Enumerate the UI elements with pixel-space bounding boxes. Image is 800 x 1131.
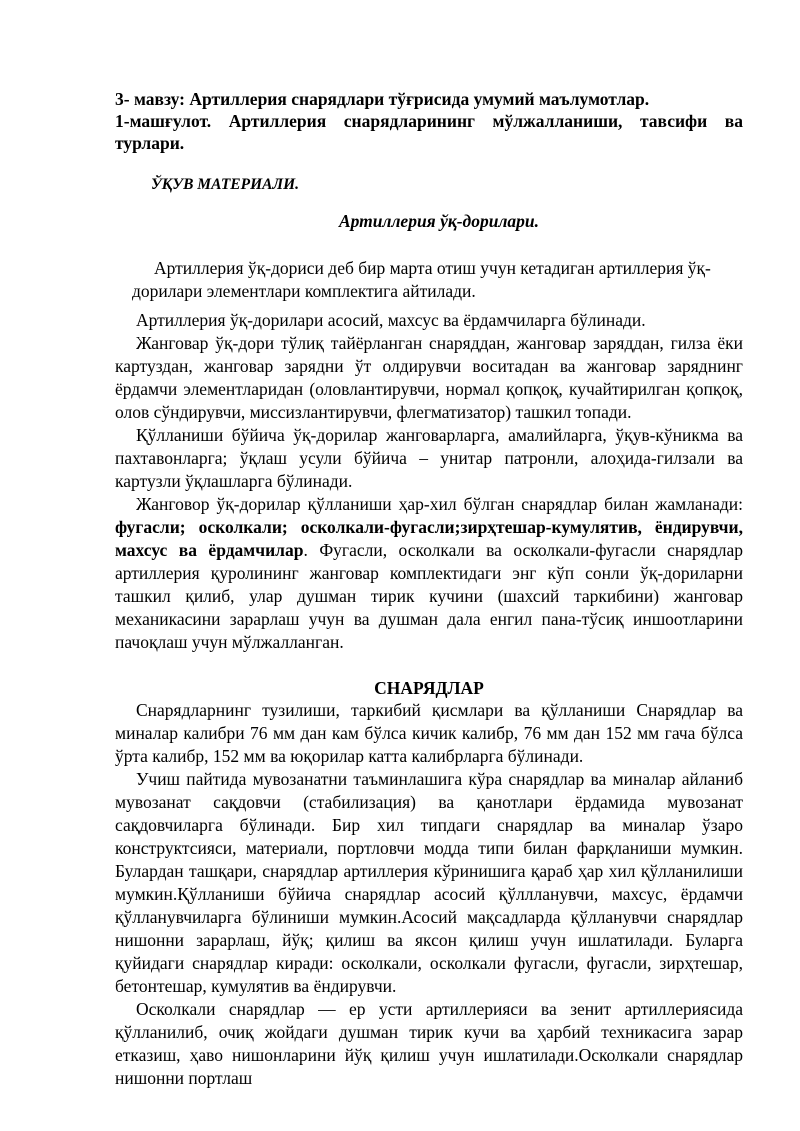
topic-title: 3- мавзу: Артиллерия снарядлари тўғрисида умумий маълумотлар. (115, 89, 650, 109)
paragraph: Қўлланиши бўйича ўқ-дорилар жанговарларга, амалийларга, ўқув-кўникма ва пахтавонларга; ўқлаш усули бўйича – унитар патронли, алоҳида-гилзали ва картузли ўқлашларга бўлинади. (115, 425, 743, 491)
study-material-label: ЎҚУВ МАТЕРИАЛИ. (151, 176, 300, 193)
paragraph: Снарядларнинг тузилиши, таркибий қисмлари ва қўлланиши Снарядлар ва миналар калибри 76 мм дан кам бўлса кичик калибр, 76 мм дан 152 мм гача бўлса ўрта калибр, 152 мм ва юқорилар катта калибрларга бўлинади. (115, 700, 743, 766)
intro-paragraph: Артиллерия ўқ-дориси деб бир марта отиш учун кетадиган артиллерия ўқ-дорилари элементлари комплектига айтилади. (132, 258, 711, 301)
paragraph: Артиллерия ўқ-дорилари асосий, махсус ва ёрдамчиларга бўлинади. (136, 310, 646, 330)
subtitle: Артиллерия ўқ-дорилари. (338, 211, 540, 231)
munitions-text-start: Жанговор ўқ-дорилар қўлланиши ҳар-хил бўлган снарядлар билан жамланади: (136, 494, 743, 514)
paragraph: Осколкали снарядлар — ер усти артиллерияси ва зенит артиллериясида қўлланилиб, очиқ жойдаги душман тирик кучи ва ҳарбий техникасига зарар етказиш, ҳаво нишонларини йўқ қилиш учун ишлатилади.Осколкали снарядлар нишонни портлаш (115, 999, 743, 1088)
paragraph-munitions (115, 493, 743, 654)
section-heading: СНАРЯДЛАР (374, 678, 484, 698)
paragraph: Жанговар ўқ-дори тўлиқ тайёрланган снаряддан, жанговар заряддан, гилза ёки картуздан, жанговар зарядни ўт олдирувчи воситадан ва жанговар заряднинг ёрдамчи элементларидан (оловлантирувчи, нормал қопқоқ, кучайтирилган қопқоқ, олов сўндирувчи, миссизлантирувчи, флегматизатор) ташкил топади. (115, 333, 743, 422)
section-ammunition-types (115, 309, 743, 654)
munitions-types-bold: фугасли; осколкали; осколкали-фугасли;зирҳтешар-кумулятив, ёндирувчи, махсус ва ёрдамчилар (115, 517, 743, 560)
paragraph: Учиш пайтида мувозанатни таъминлашига кўра снарядлар ва миналар айланиб мувозанат сақдовчи (стабилизация) ва қанотлари ёрдамида мувозанат сақдовчиларга бўлинади. Бир хил типдаги снарядлар ва миналар ўзаро конструктсияси, материали, портловчи модда типи билан фарқланиши мумкин. Булардан ташқари, снарядлар артиллерия кўринишига қараб ҳар хил қўлланилиши мумкин.Қўлланиши бўйича снарядлар асосий қўллланувчи, махсус, ёрдамчи қўлланувчиларга бўлиниши мумкин.Асосий мақсадларда қўлланувчи снарядлар нишонни зарарлаш, йўқ; қилиш ва яксон қилиш учун ишлатилади. Буларга қуйидаги снарядлар киради: осколкали, осколкали фугасли, фугасли, зирҳтешар, бетонтешар, кумулятив ва ёндирувчи. (115, 769, 743, 996)
munitions-text-end: . Фугасли, осколкали ва осколкали-фугасли снарядлар артиллерия қуролининг жанговар комплектидаги энг кўп сонли ўқ-дориларни ташкил қилиб, улар душман тирик кучини (шахсий таркибини) жанговар механикасини зарарлаш учун ва душман дала енгил пана-тўсиқ иншоотларини пачоқлаш учун мўлжалланган. (115, 540, 744, 652)
lesson-title: 1-машғулот. Артиллерия снарядларининг мўлжалланиши, тавсифи ва турлари. (115, 111, 743, 153)
section-projectiles (115, 699, 743, 1090)
